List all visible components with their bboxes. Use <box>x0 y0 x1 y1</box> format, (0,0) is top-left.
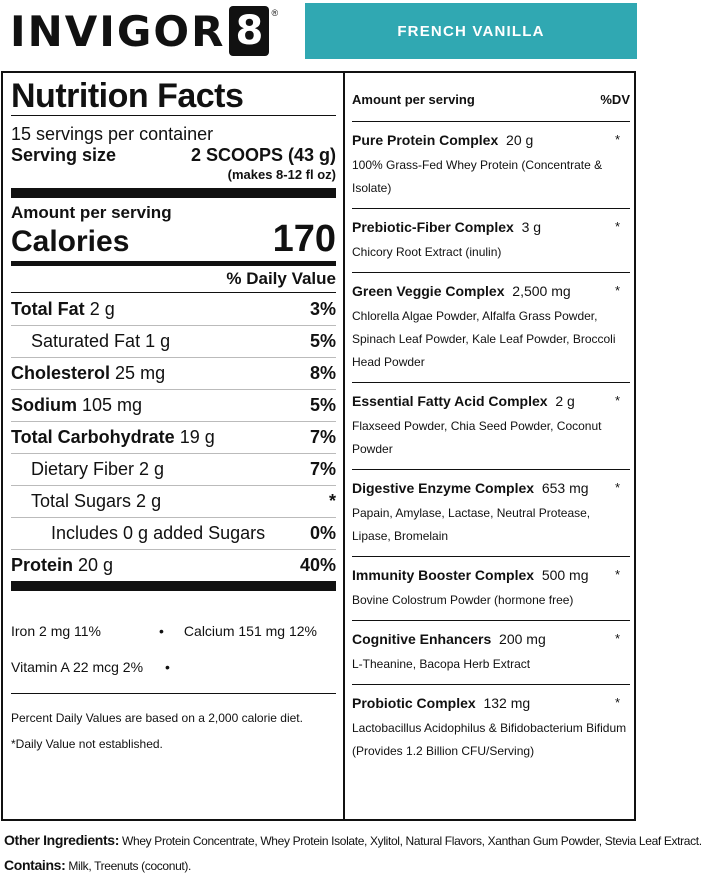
nutrient-amount: 105 mg <box>82 395 143 415</box>
complex-description: L-Theanine, Bacopa Herb Extract <box>352 657 531 671</box>
nutrient-row-total-sugars <box>11 485 336 517</box>
serving-size <box>11 144 336 166</box>
bullet-separator: • <box>165 659 170 675</box>
nutrition-title: Nutrition Facts <box>11 77 244 115</box>
complex-amount: 20 g <box>506 132 534 148</box>
daily-value-footnotes <box>11 705 336 757</box>
nutrient-amount: 25 mg <box>115 363 166 383</box>
supplement-header-amount: Amount per serving <box>352 91 475 107</box>
other-ingredients-text: Whey Protein Concentrate, Whey Protein Isolate, Xylitol, Natural Flavors, Xanthan Gum Powder, Stevia Leaf Extract. <box>122 834 702 848</box>
nutrient-row-saturated-fat <box>11 325 336 357</box>
complex-dv-star: * <box>614 393 620 408</box>
nutrient-label: Dietary Fiber 2 g <box>31 459 165 479</box>
nutrient-row-total-fat <box>11 293 336 325</box>
nutrient-pct: 8% <box>309 363 336 383</box>
vitamins-minerals <box>11 613 336 694</box>
complex-amount: 132 mg <box>483 695 531 711</box>
complex-name: Essential Fatty Acid Complex <box>352 393 548 409</box>
nutrient-amount: 2 g <box>89 298 115 319</box>
column-divider <box>343 73 345 819</box>
complex-dv-star: * <box>614 695 620 710</box>
complex-amount: 200 mg <box>499 631 546 647</box>
nutrient-pct: 7% <box>309 427 336 447</box>
vitamin-row-2 <box>11 649 336 685</box>
nutrient-pct: 0% <box>309 523 336 543</box>
nutrient-pct: 5% <box>309 331 336 351</box>
complex-name: Prebiotic-Fiber Complex <box>352 219 514 235</box>
complex-block-probiotic <box>352 684 630 771</box>
nutrient-row-cholesterol <box>11 357 336 389</box>
complex-block-green-veggie <box>352 272 630 382</box>
calories-row <box>11 218 336 260</box>
makes-note: (makes 8-12 fl oz) <box>227 167 336 182</box>
iron-value: Iron 2 mg 11% <box>11 623 102 639</box>
nutrient-row-protein <box>11 549 336 581</box>
complex-description: Lactobacillus Acidophilus & Bifidobacterium Bifidum (Provides 1.2 Billion CFU/Serving) <box>352 721 627 758</box>
complex-amount: 2,500 mg <box>512 283 571 299</box>
calories-value: 170 <box>272 218 336 260</box>
nutrient-pct: 40% <box>299 555 336 575</box>
nutrition-facts <box>11 77 336 591</box>
complex-description: Flaxseed Powder, Chia Seed Powder, Coconut Powder <box>352 419 602 456</box>
serving-rule <box>11 188 336 198</box>
contains-label: Contains: <box>4 857 66 873</box>
brand-eight-mark: 8 <box>229 6 269 56</box>
calories-label: Calories <box>11 225 130 258</box>
complex-description: Chicory Root Extract (inulin) <box>352 245 502 259</box>
complex-amount: 653 mg <box>541 480 589 496</box>
footnote-calorie-diet: Percent Daily Values are based on a 2,000 calorie diet. <box>11 711 303 725</box>
other-ingredients-label: Other Ingredients: <box>4 832 120 848</box>
vitamin-a-value: Vitamin A 22 mcg 2% <box>11 659 144 675</box>
contains-text: Milk, Treenuts (coconut). <box>68 859 192 873</box>
servings-per-container: 15 servings per container <box>11 124 214 144</box>
complex-dv-star: * <box>614 283 620 298</box>
supplement-complexes <box>352 73 630 771</box>
nutrient-pct: 3% <box>309 298 336 319</box>
complex-amount: 2 g <box>555 393 575 409</box>
nutrient-label: Cholesterol <box>11 363 111 383</box>
brand-logo <box>10 2 278 60</box>
daily-value-header: % Daily Value <box>226 269 336 288</box>
nutrient-label: Includes 0 g added Sugars <box>51 523 266 543</box>
complex-block-immunity-booster <box>352 556 630 620</box>
complex-description: Chlorella Algae Powder, Alfalfa Grass Powder, Spinach Leaf Powder, Kale Leaf Powder, Broccoli Head Powder <box>352 309 616 369</box>
complex-dv-star: * <box>614 480 620 495</box>
complex-dv-star: * <box>614 219 620 234</box>
complex-block-cognitive-enhancers <box>352 620 630 684</box>
trademark-symbol: ® <box>271 8 279 18</box>
nutrition-panel <box>1 71 636 821</box>
vitamins-rule <box>11 693 336 694</box>
serving-size-label: Serving size <box>11 145 117 165</box>
complex-name: Digestive Enzyme Complex <box>352 480 535 496</box>
title-rule <box>11 115 336 116</box>
nutrient-pct: 5% <box>309 395 336 415</box>
complex-name: Probiotic Complex <box>352 695 476 711</box>
other-ingredients <box>4 828 702 853</box>
complex-block-pure-protein <box>352 121 630 208</box>
protein-rule <box>11 581 336 591</box>
nutrient-amount: 19 g <box>179 427 215 447</box>
complex-name: Cognitive Enhancers <box>352 631 492 647</box>
complex-dv-star: * <box>614 132 620 147</box>
complex-dv-star: * <box>614 631 620 646</box>
supplement-header <box>352 73 630 121</box>
brand-name: INVIGOR <box>10 6 226 56</box>
bullet-separator: • <box>159 623 164 639</box>
nutrient-label: Total Sugars 2 g <box>31 491 162 511</box>
complex-block-essential-fatty-acid <box>352 382 630 469</box>
nutrient-label: Total Carbohydrate <box>11 427 175 447</box>
footnote-not-established: *Daily Value not established. <box>11 737 163 751</box>
nutrient-row-added-sugars <box>11 517 336 549</box>
complex-block-prebiotic-fiber <box>352 208 630 272</box>
serving-size-value: 2 SCOOPS (43 g) <box>190 145 336 165</box>
nutrient-pct: 7% <box>309 459 336 479</box>
complex-dv-star: * <box>614 567 620 582</box>
contains-allergens <box>4 853 637 878</box>
nutrient-amount: 20 g <box>78 555 114 575</box>
nutrient-row-total-carbohydrate <box>11 421 336 453</box>
nutrient-label: Saturated Fat 1 g <box>31 331 171 351</box>
nutrient-row-dietary-fiber <box>11 453 336 485</box>
nutrient-pct: * <box>328 491 336 511</box>
complex-amount: 500 mg <box>541 567 589 583</box>
ingredients-section <box>4 828 702 878</box>
complex-block-digestive-enzyme <box>352 469 630 556</box>
calcium-value: Calcium 151 mg 12% <box>183 623 317 639</box>
complex-name: Green Veggie Complex <box>352 283 505 299</box>
complex-name: Immunity Booster Complex <box>352 567 535 583</box>
complex-amount: 3 g <box>521 219 542 235</box>
amount-per-serving: Amount per serving <box>11 203 172 222</box>
complex-name: Pure Protein Complex <box>352 132 499 148</box>
complex-description: Bovine Colostrum Powder (hormone free) <box>352 593 574 607</box>
nutrient-label: Protein <box>11 555 74 575</box>
flavor-banner: FRENCH VANILLA <box>305 3 637 59</box>
nutrient-label: Sodium <box>11 395 77 415</box>
supplement-header-dv: %DV <box>600 91 630 107</box>
complex-description: Papain, Amylase, Lactase, Neutral Protease, Lipase, Bromelain <box>352 506 591 543</box>
vitamin-row-1 <box>11 613 336 649</box>
complex-description: 100% Grass-Fed Whey Protein (Concentrate & Isolate) <box>352 158 603 195</box>
nutrient-row-sodium <box>11 389 336 421</box>
nutrient-label: Total Fat <box>11 298 85 319</box>
